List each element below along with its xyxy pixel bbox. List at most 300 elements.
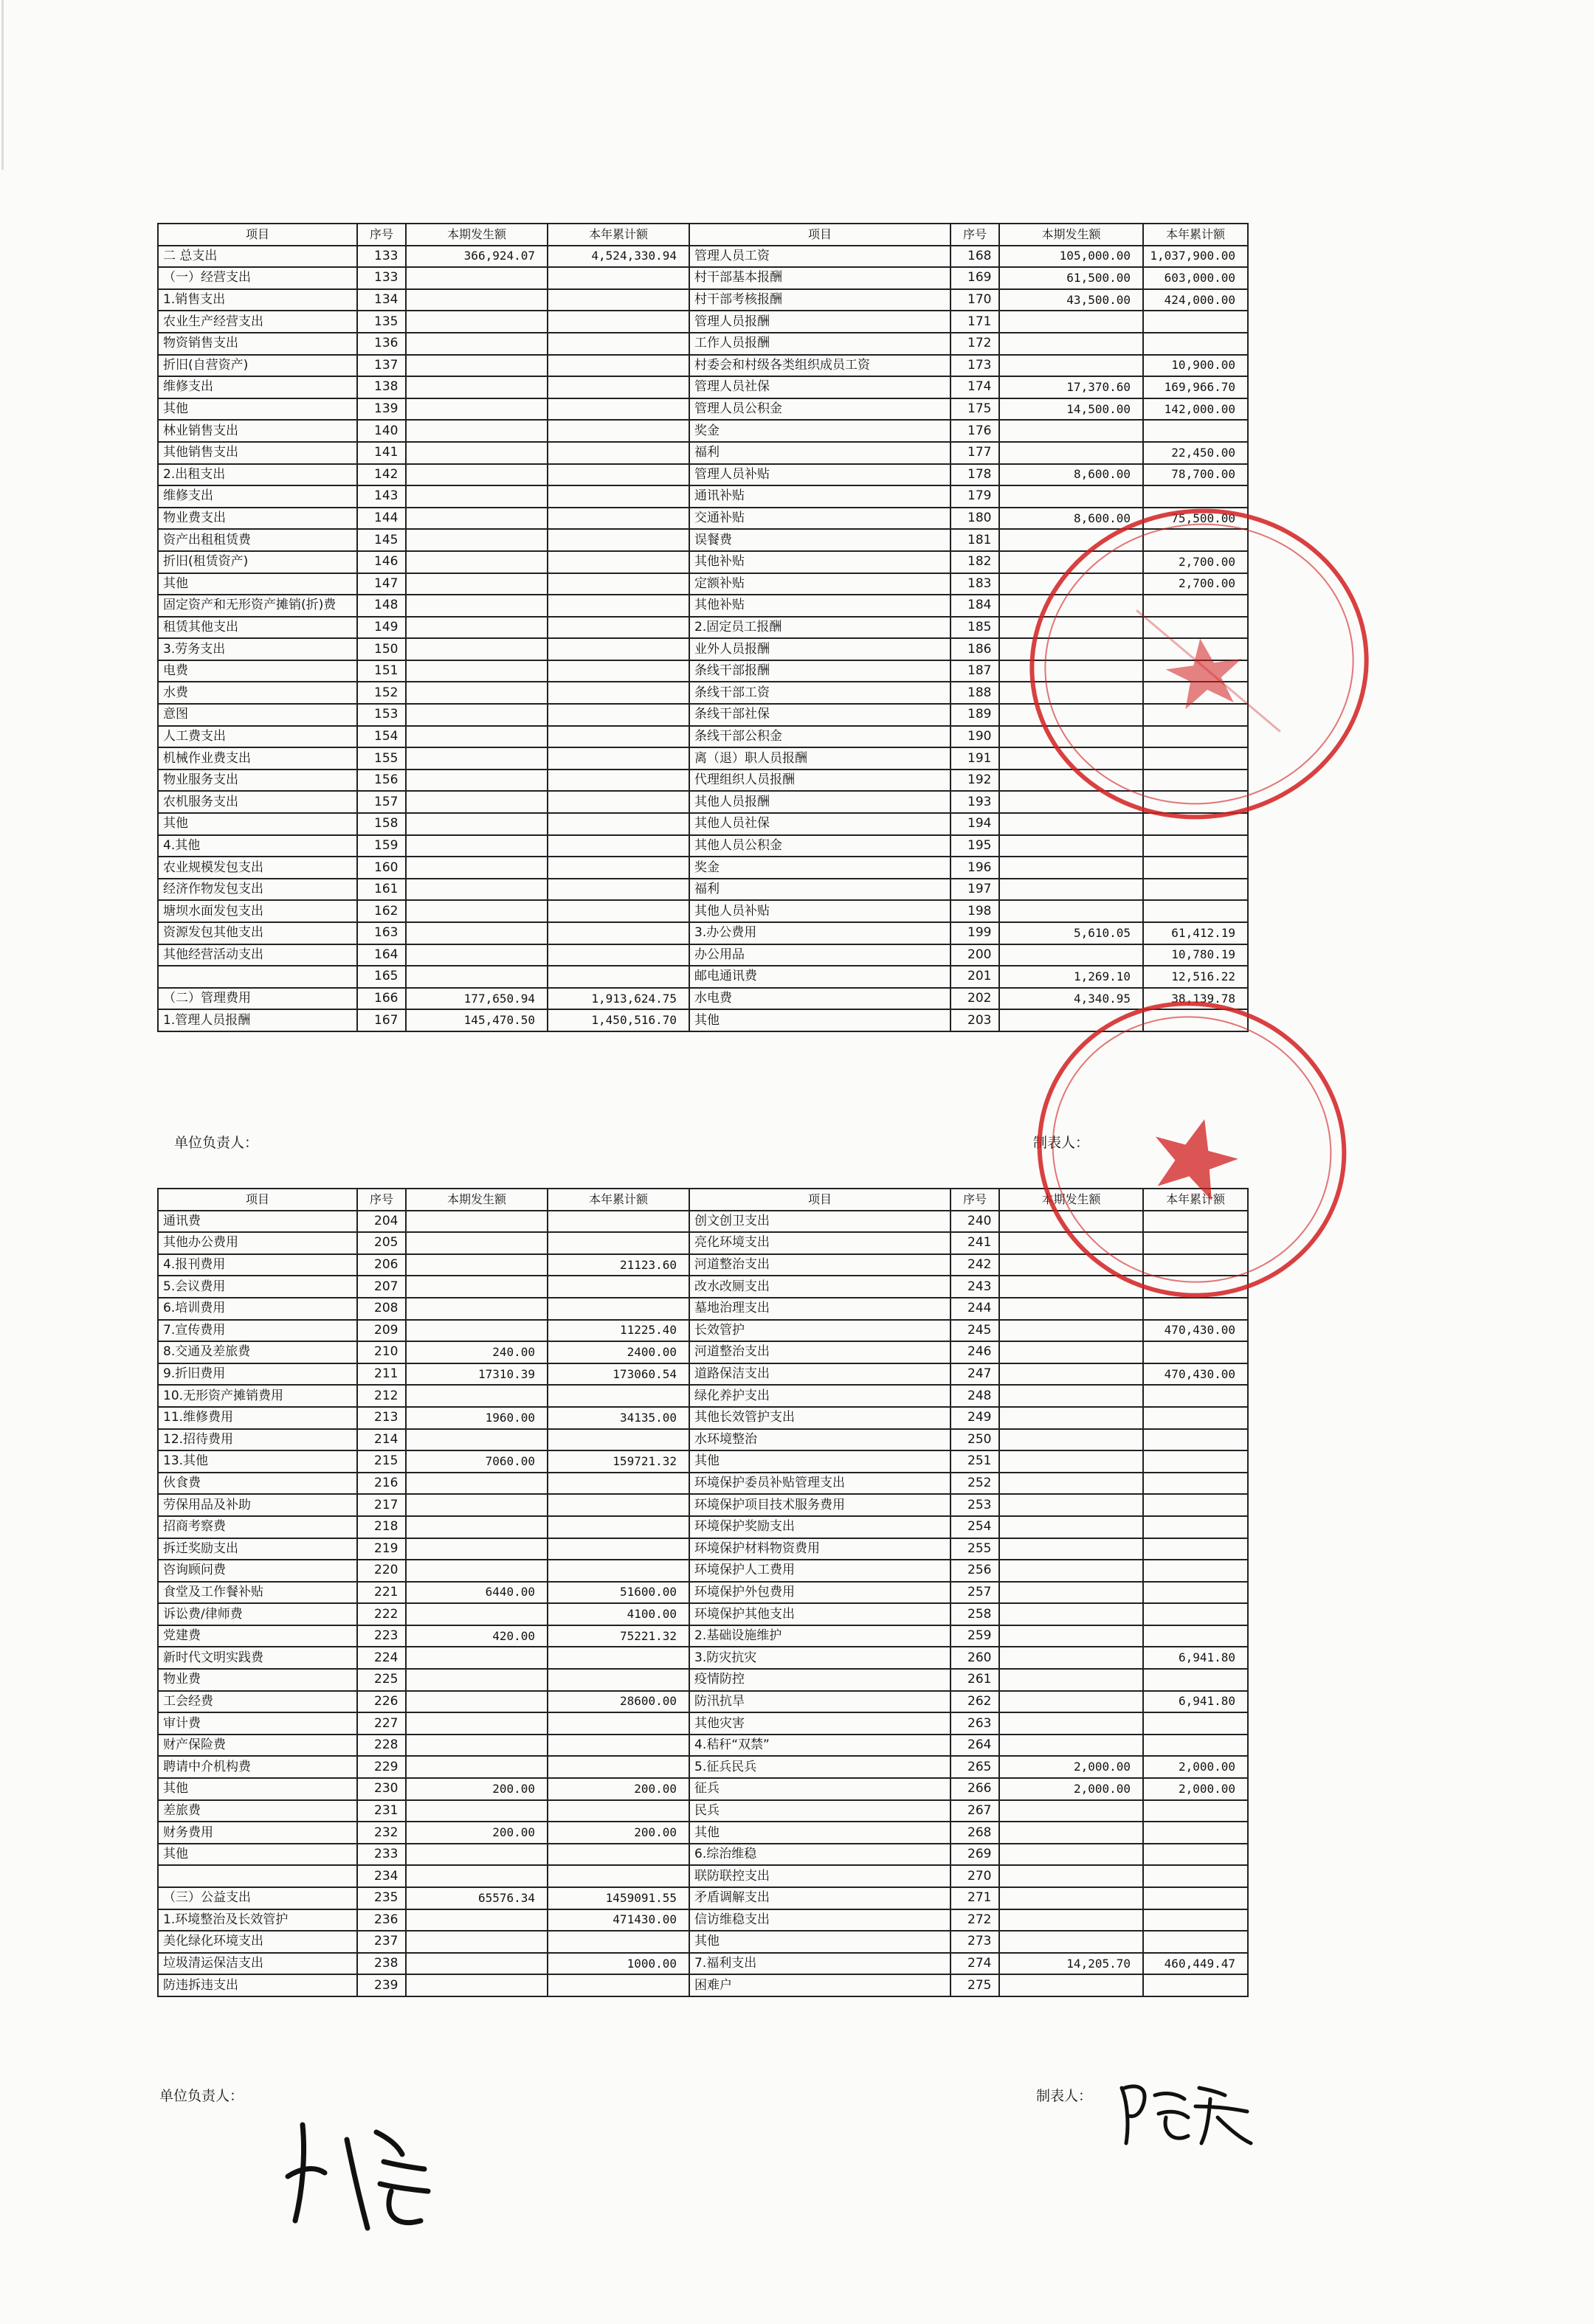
item-name-cell: 物业费 <box>158 1669 357 1691</box>
ytd-amount-cell <box>548 1560 689 1582</box>
ytd-amount-cell <box>1143 485 1248 508</box>
item-name-cell: 环境保护项目技术服务费用 <box>689 1494 950 1516</box>
current-amount-cell: 61,500.00 <box>999 267 1143 289</box>
seq-cell: 209 <box>357 1320 406 1342</box>
seq-cell: 254 <box>950 1516 999 1538</box>
item-name-cell: 业外人员报酬 <box>689 638 950 660</box>
item-name-cell: 其他经营活动支出 <box>158 944 357 966</box>
item-name-cell: 其他 <box>158 398 357 421</box>
column-header: 本期发生额 <box>999 1189 1143 1211</box>
ytd-amount-cell <box>548 1232 689 1254</box>
current-amount-cell <box>999 1320 1143 1342</box>
seq-cell: 139 <box>357 398 406 421</box>
ytd-amount-cell: 1,450,516.70 <box>548 1009 689 1031</box>
item-name-cell: 其他 <box>689 1009 950 1031</box>
seq-cell: 206 <box>357 1254 406 1276</box>
seq-cell: 261 <box>950 1669 999 1691</box>
ytd-amount-cell <box>548 617 689 639</box>
ytd-amount-cell <box>548 1669 689 1691</box>
item-name-cell: 7.宣传费用 <box>158 1320 357 1342</box>
current-amount-cell <box>406 1473 548 1495</box>
item-name-cell: 福利 <box>689 879 950 901</box>
seq-cell: 220 <box>357 1560 406 1582</box>
footer-preparer-label-top: 制表人： <box>1033 1135 1090 1151</box>
table-row <box>158 1582 1248 1604</box>
table-row <box>158 1450 1248 1473</box>
seq-cell: 211 <box>357 1363 406 1386</box>
current-amount-cell: 366,924.07 <box>406 246 548 268</box>
ytd-amount-cell: 1000.00 <box>548 1953 689 1975</box>
current-amount-cell: 5,610.05 <box>999 922 1143 944</box>
item-name-cell: 13.其他 <box>158 1450 357 1473</box>
item-name-cell: 审计费 <box>158 1712 357 1735</box>
current-amount-cell <box>999 1385 1143 1407</box>
table-row <box>158 1320 1248 1342</box>
seq-cell: 199 <box>950 922 999 944</box>
ytd-amount-cell <box>1143 1865 1248 1887</box>
item-name-cell: 7.福利支出 <box>689 1953 950 1975</box>
ytd-amount-cell <box>1143 1822 1248 1844</box>
seq-cell: 181 <box>950 529 999 551</box>
item-name-cell: 管理人员报酬 <box>689 311 950 333</box>
ytd-amount-cell: 12,516.22 <box>1143 966 1248 988</box>
ytd-amount-cell <box>548 1538 689 1560</box>
seq-cell: 232 <box>357 1822 406 1844</box>
item-name-cell: 物业费支出 <box>158 508 357 530</box>
item-name-cell: 村委会和村级各类组织成员工资 <box>689 355 950 377</box>
ytd-amount-cell: 10,780.19 <box>1143 944 1248 966</box>
table-row <box>158 485 1248 508</box>
current-amount-cell <box>406 1254 548 1276</box>
table-row <box>158 1625 1248 1647</box>
ytd-amount-cell <box>548 747 689 770</box>
seq-cell: 247 <box>950 1363 999 1386</box>
item-name-cell: 劳保用品及补助 <box>158 1494 357 1516</box>
seq-cell: 222 <box>357 1603 406 1625</box>
current-amount-cell <box>406 791 548 813</box>
current-amount-cell: 1,269.10 <box>999 966 1143 988</box>
table-row <box>158 1647 1248 1669</box>
ytd-amount-cell <box>548 1494 689 1516</box>
table-row <box>158 1865 1248 1887</box>
current-amount-cell <box>406 835 548 857</box>
ytd-amount-cell <box>548 1473 689 1495</box>
current-amount-cell <box>406 1516 548 1538</box>
seq-cell: 253 <box>950 1494 999 1516</box>
item-name-cell: 管理人员社保 <box>689 376 950 398</box>
seq-cell: 150 <box>357 638 406 660</box>
current-amount-cell <box>999 1800 1143 1822</box>
seq-cell: 216 <box>357 1473 406 1495</box>
item-name-cell: 经济作物发包支出 <box>158 879 357 901</box>
current-amount-cell: 2,000.00 <box>999 1756 1143 1778</box>
current-amount-cell <box>999 1887 1143 1909</box>
current-amount-cell: 177,650.94 <box>406 988 548 1010</box>
ytd-amount-cell: 1,037,900.00 <box>1143 246 1248 268</box>
seq-cell: 269 <box>950 1844 999 1866</box>
seq-cell: 185 <box>950 617 999 639</box>
seq-cell: 198 <box>950 900 999 922</box>
item-name-cell: 物业服务支出 <box>158 770 357 792</box>
current-amount-cell <box>999 1822 1143 1844</box>
ytd-amount-cell: 78,700.00 <box>1143 464 1248 486</box>
ytd-amount-cell <box>1143 835 1248 857</box>
item-name-cell: 10.无形资产摊销费用 <box>158 1385 357 1407</box>
seq-cell: 251 <box>950 1450 999 1473</box>
seq-cell: 186 <box>950 638 999 660</box>
item-name-cell: 条线干部工资 <box>689 682 950 704</box>
item-name-cell: 水费 <box>158 682 357 704</box>
current-amount-cell: 17,370.60 <box>999 376 1143 398</box>
current-amount-cell <box>999 1669 1143 1691</box>
item-name-cell: 矛盾调解支出 <box>689 1887 950 1909</box>
item-name-cell: 代理组织人员报酬 <box>689 770 950 792</box>
ytd-amount-cell: 51600.00 <box>548 1582 689 1604</box>
ytd-amount-cell: 159721.32 <box>548 1450 689 1473</box>
seq-cell: 215 <box>357 1450 406 1473</box>
item-name-cell: 定额补贴 <box>689 573 950 595</box>
ytd-amount-cell <box>1143 1516 1248 1538</box>
current-amount-cell <box>999 1298 1143 1320</box>
current-amount-cell <box>406 551 548 573</box>
seq-cell: 256 <box>950 1560 999 1582</box>
current-amount-cell <box>406 529 548 551</box>
seq-cell: 230 <box>357 1778 406 1800</box>
ytd-amount-cell <box>548 1974 689 1996</box>
current-amount-cell <box>406 442 548 464</box>
seq-cell: 172 <box>950 333 999 355</box>
current-amount-cell <box>406 485 548 508</box>
table-row <box>158 1669 1248 1691</box>
ytd-amount-cell <box>1143 1735 1248 1757</box>
item-name-cell: 环境保护委员补贴管理支出 <box>689 1473 950 1495</box>
seq-cell: 188 <box>950 682 999 704</box>
ytd-amount-cell: 2,000.00 <box>1143 1756 1248 1778</box>
item-name-cell: 其他 <box>689 1450 950 1473</box>
column-header: 本年累计额 <box>1143 224 1248 246</box>
column-header: 项目 <box>689 1189 950 1211</box>
current-amount-cell <box>406 1691 548 1713</box>
table-row <box>158 442 1248 464</box>
item-name-cell: 其他 <box>689 1931 950 1953</box>
item-name-cell: 其他 <box>158 573 357 595</box>
item-name-cell: 条线干部公积金 <box>689 726 950 748</box>
ytd-amount-cell <box>548 551 689 573</box>
current-amount-cell <box>406 1909 548 1932</box>
column-header: 项目 <box>158 224 357 246</box>
item-name-cell: 其他补贴 <box>689 595 950 617</box>
current-amount-cell <box>406 355 548 377</box>
ytd-amount-cell <box>1143 1603 1248 1625</box>
ytd-amount-cell <box>548 1429 689 1451</box>
current-amount-cell <box>999 944 1143 966</box>
item-name-cell: 工作人员报酬 <box>689 333 950 355</box>
seq-cell: 146 <box>357 551 406 573</box>
seq-cell: 236 <box>357 1909 406 1932</box>
item-name-cell: 其他灾害 <box>689 1712 950 1735</box>
current-amount-cell <box>999 1494 1143 1516</box>
seq-cell: 229 <box>357 1756 406 1778</box>
current-amount-cell <box>999 857 1143 879</box>
seq-cell: 239 <box>357 1974 406 1996</box>
ytd-amount-cell: 169,966.70 <box>1143 376 1248 398</box>
ytd-amount-cell <box>1143 311 1248 333</box>
current-amount-cell <box>406 922 548 944</box>
table-row <box>158 267 1248 289</box>
seq-cell: 214 <box>357 1429 406 1451</box>
seq-cell: 257 <box>950 1582 999 1604</box>
column-header: 序号 <box>950 1189 999 1211</box>
current-amount-cell <box>406 1735 548 1757</box>
table-row <box>158 1473 1248 1495</box>
ytd-amount-cell: 61,412.19 <box>1143 922 1248 944</box>
seq-cell: 240 <box>950 1211 999 1233</box>
table-row <box>158 1560 1248 1582</box>
ytd-amount-cell <box>1143 1494 1248 1516</box>
column-header: 本期发生额 <box>999 224 1143 246</box>
current-amount-cell <box>406 1320 548 1342</box>
ytd-amount-cell <box>548 529 689 551</box>
village-seal-stamp <box>1010 487 1389 841</box>
current-amount-cell <box>999 1473 1143 1495</box>
seq-cell: 155 <box>357 747 406 770</box>
seq-cell: 249 <box>950 1407 999 1429</box>
ytd-amount-cell <box>548 1800 689 1822</box>
item-name-cell: 1.环境整治及长效管护 <box>158 1909 357 1932</box>
item-name-cell: 折旧(租赁资产) <box>158 551 357 573</box>
current-amount-cell <box>406 1931 548 1953</box>
item-name-cell: 福利 <box>689 442 950 464</box>
item-name-cell: 其他补贴 <box>689 551 950 573</box>
current-amount-cell <box>406 267 548 289</box>
item-name-cell: 2.出租支出 <box>158 464 357 486</box>
item-name-cell: 4.其他 <box>158 835 357 857</box>
current-amount-cell <box>999 1844 1143 1866</box>
ytd-amount-cell <box>548 1844 689 1866</box>
seq-cell: 157 <box>357 791 406 813</box>
current-amount-cell <box>999 1691 1143 1713</box>
item-name-cell: 其他 <box>689 1822 950 1844</box>
table-row <box>158 922 1248 944</box>
ytd-amount-cell <box>1143 1341 1248 1363</box>
table-row <box>158 1407 1248 1429</box>
ytd-amount-cell <box>1143 1538 1248 1560</box>
item-name-cell: 信访维稳支出 <box>689 1909 950 1932</box>
seq-cell: 227 <box>357 1712 406 1735</box>
current-amount-cell <box>406 704 548 726</box>
table-row <box>158 879 1248 901</box>
seq-cell: 177 <box>950 442 999 464</box>
ytd-amount-cell <box>548 595 689 617</box>
ytd-amount-cell <box>1143 1407 1248 1429</box>
current-amount-cell <box>999 1712 1143 1735</box>
item-name-cell: 河道整治支出 <box>689 1254 950 1276</box>
current-amount-cell <box>999 311 1143 333</box>
current-amount-cell <box>406 311 548 333</box>
seq-cell: 134 <box>357 289 406 311</box>
ytd-amount-cell: 1459091.55 <box>548 1887 689 1909</box>
current-amount-cell: 65576.34 <box>406 1887 548 1909</box>
item-name-cell: 改水改厕支出 <box>689 1276 950 1298</box>
seq-cell: 267 <box>950 1800 999 1822</box>
ytd-amount-cell: 2,000.00 <box>1143 1778 1248 1800</box>
table-row <box>158 1429 1248 1451</box>
ytd-amount-cell: 2,700.00 <box>1143 551 1248 573</box>
current-amount-cell <box>999 420 1143 442</box>
seq-cell: 180 <box>950 508 999 530</box>
table-row <box>158 1953 1248 1975</box>
current-amount-cell <box>406 944 548 966</box>
current-amount-cell <box>406 1385 548 1407</box>
ytd-amount-cell: 200.00 <box>548 1778 689 1800</box>
item-name-cell: 11.维修费用 <box>158 1407 357 1429</box>
current-amount-cell: 6440.00 <box>406 1582 548 1604</box>
seq-cell: 189 <box>950 704 999 726</box>
seq-cell: 184 <box>950 595 999 617</box>
ytd-amount-cell <box>548 791 689 813</box>
seq-cell: 274 <box>950 1953 999 1975</box>
item-name-cell: 困难户 <box>689 1974 950 1996</box>
current-amount-cell <box>406 1232 548 1254</box>
item-name-cell: 其他销售支出 <box>158 442 357 464</box>
column-header: 本年累计额 <box>1143 1189 1248 1211</box>
current-amount-cell: 14,205.70 <box>999 1953 1143 1975</box>
current-amount-cell <box>999 1909 1143 1932</box>
current-amount-cell <box>999 1865 1143 1887</box>
ytd-amount-cell <box>548 922 689 944</box>
current-amount-cell <box>999 1735 1143 1757</box>
seq-cell: 160 <box>357 857 406 879</box>
current-amount-cell <box>406 1429 548 1451</box>
seq-cell: 263 <box>950 1712 999 1735</box>
seq-cell: 258 <box>950 1603 999 1625</box>
footer-unit-head-label-bottom: 单位负责人： <box>159 2088 244 2104</box>
ytd-amount-cell <box>548 1865 689 1887</box>
current-amount-cell <box>406 1800 548 1822</box>
seq-cell: 225 <box>357 1669 406 1691</box>
item-name-cell: 聘请中介机构费 <box>158 1756 357 1778</box>
seq-cell: 262 <box>950 1691 999 1713</box>
current-amount-cell <box>406 1647 548 1669</box>
seq-cell: 190 <box>950 726 999 748</box>
ytd-amount-cell <box>548 267 689 289</box>
ytd-amount-cell <box>1143 1450 1248 1473</box>
seq-cell: 207 <box>357 1276 406 1298</box>
current-amount-cell <box>999 1603 1143 1625</box>
seq-cell: 203 <box>950 1009 999 1031</box>
table-row <box>158 1931 1248 1953</box>
item-name-cell: 村干部基本报酬 <box>689 267 950 289</box>
table-row <box>158 1974 1248 1996</box>
current-amount-cell: 1960.00 <box>406 1407 548 1429</box>
table-row <box>158 1756 1248 1778</box>
ytd-amount-cell: 21123.60 <box>548 1254 689 1276</box>
item-name-cell: 诉讼费/律师费 <box>158 1603 357 1625</box>
current-amount-cell <box>999 1647 1143 1669</box>
seq-cell: 210 <box>357 1341 406 1363</box>
item-name-cell: 农业生产经营支出 <box>158 311 357 333</box>
current-amount-cell <box>999 485 1143 508</box>
seq-cell: 163 <box>357 922 406 944</box>
ytd-amount-cell <box>548 1647 689 1669</box>
table-row <box>158 311 1248 333</box>
item-name-cell: 财务费用 <box>158 1822 357 1844</box>
current-amount-cell <box>406 1538 548 1560</box>
seq-cell: 153 <box>357 704 406 726</box>
column-header: 本期发生额 <box>406 224 548 246</box>
seq-cell: 170 <box>950 289 999 311</box>
ytd-amount-cell <box>548 1735 689 1757</box>
ytd-amount-cell <box>548 289 689 311</box>
ytd-amount-cell <box>548 420 689 442</box>
item-name-cell: 环境保护奖励支出 <box>689 1516 950 1538</box>
table-row <box>158 1712 1248 1735</box>
item-name-cell: 其他办公费用 <box>158 1232 357 1254</box>
table-row <box>158 246 1248 268</box>
ytd-amount-cell <box>548 638 689 660</box>
item-name-cell: 物资销售支出 <box>158 333 357 355</box>
current-amount-cell <box>999 1625 1143 1647</box>
current-amount-cell: 7060.00 <box>406 1450 548 1473</box>
seq-cell: 149 <box>357 617 406 639</box>
item-name-cell: 环境保护人工费用 <box>689 1560 950 1582</box>
current-amount-cell <box>406 376 548 398</box>
current-amount-cell <box>999 879 1143 901</box>
item-name-cell: 咨询顾问费 <box>158 1560 357 1582</box>
seq-cell: 264 <box>950 1735 999 1757</box>
item-name-cell: 新时代文明实践费 <box>158 1647 357 1669</box>
seq-cell: 183 <box>950 573 999 595</box>
current-amount-cell: 8,600.00 <box>999 508 1143 530</box>
seq-cell: 201 <box>950 966 999 988</box>
table-row <box>158 1516 1248 1538</box>
table-row <box>158 1778 1248 1800</box>
item-name-cell: 12.招待费用 <box>158 1429 357 1451</box>
scan-edge-mark <box>1 0 4 170</box>
seq-cell: 259 <box>950 1625 999 1647</box>
seq-cell: 166 <box>357 988 406 1010</box>
seq-cell: 195 <box>950 835 999 857</box>
item-name-cell: 水环境整治 <box>689 1429 950 1451</box>
seq-cell: 187 <box>950 660 999 682</box>
seq-cell: 235 <box>357 1887 406 1909</box>
current-amount-cell <box>999 1429 1143 1451</box>
seq-cell: 142 <box>357 464 406 486</box>
current-amount-cell: 200.00 <box>406 1822 548 1844</box>
ytd-amount-cell <box>548 355 689 377</box>
seq-cell: 202 <box>950 988 999 1010</box>
ytd-amount-cell <box>548 1712 689 1735</box>
seq-cell: 151 <box>357 660 406 682</box>
item-name-cell: 招商考察费 <box>158 1516 357 1538</box>
ytd-amount-cell <box>548 1385 689 1407</box>
item-name-cell: 道路保洁支出 <box>689 1363 950 1386</box>
current-amount-cell: 420.00 <box>406 1625 548 1647</box>
table-row <box>158 1298 1248 1320</box>
current-amount-cell: 8,600.00 <box>999 464 1143 486</box>
table-row <box>158 333 1248 355</box>
item-name-cell: 资产出租租赁费 <box>158 529 357 551</box>
item-name-cell: 塘坝水面发包支出 <box>158 900 357 922</box>
ytd-amount-cell <box>548 311 689 333</box>
current-amount-cell <box>406 879 548 901</box>
current-amount-cell <box>406 1276 548 1298</box>
ytd-amount-cell: 22,450.00 <box>1143 442 1248 464</box>
current-amount-cell <box>999 1407 1143 1429</box>
item-name-cell: 条线干部社保 <box>689 704 950 726</box>
item-name-cell: （二）管理费用 <box>158 988 357 1010</box>
item-name-cell: 财产保险费 <box>158 1735 357 1757</box>
